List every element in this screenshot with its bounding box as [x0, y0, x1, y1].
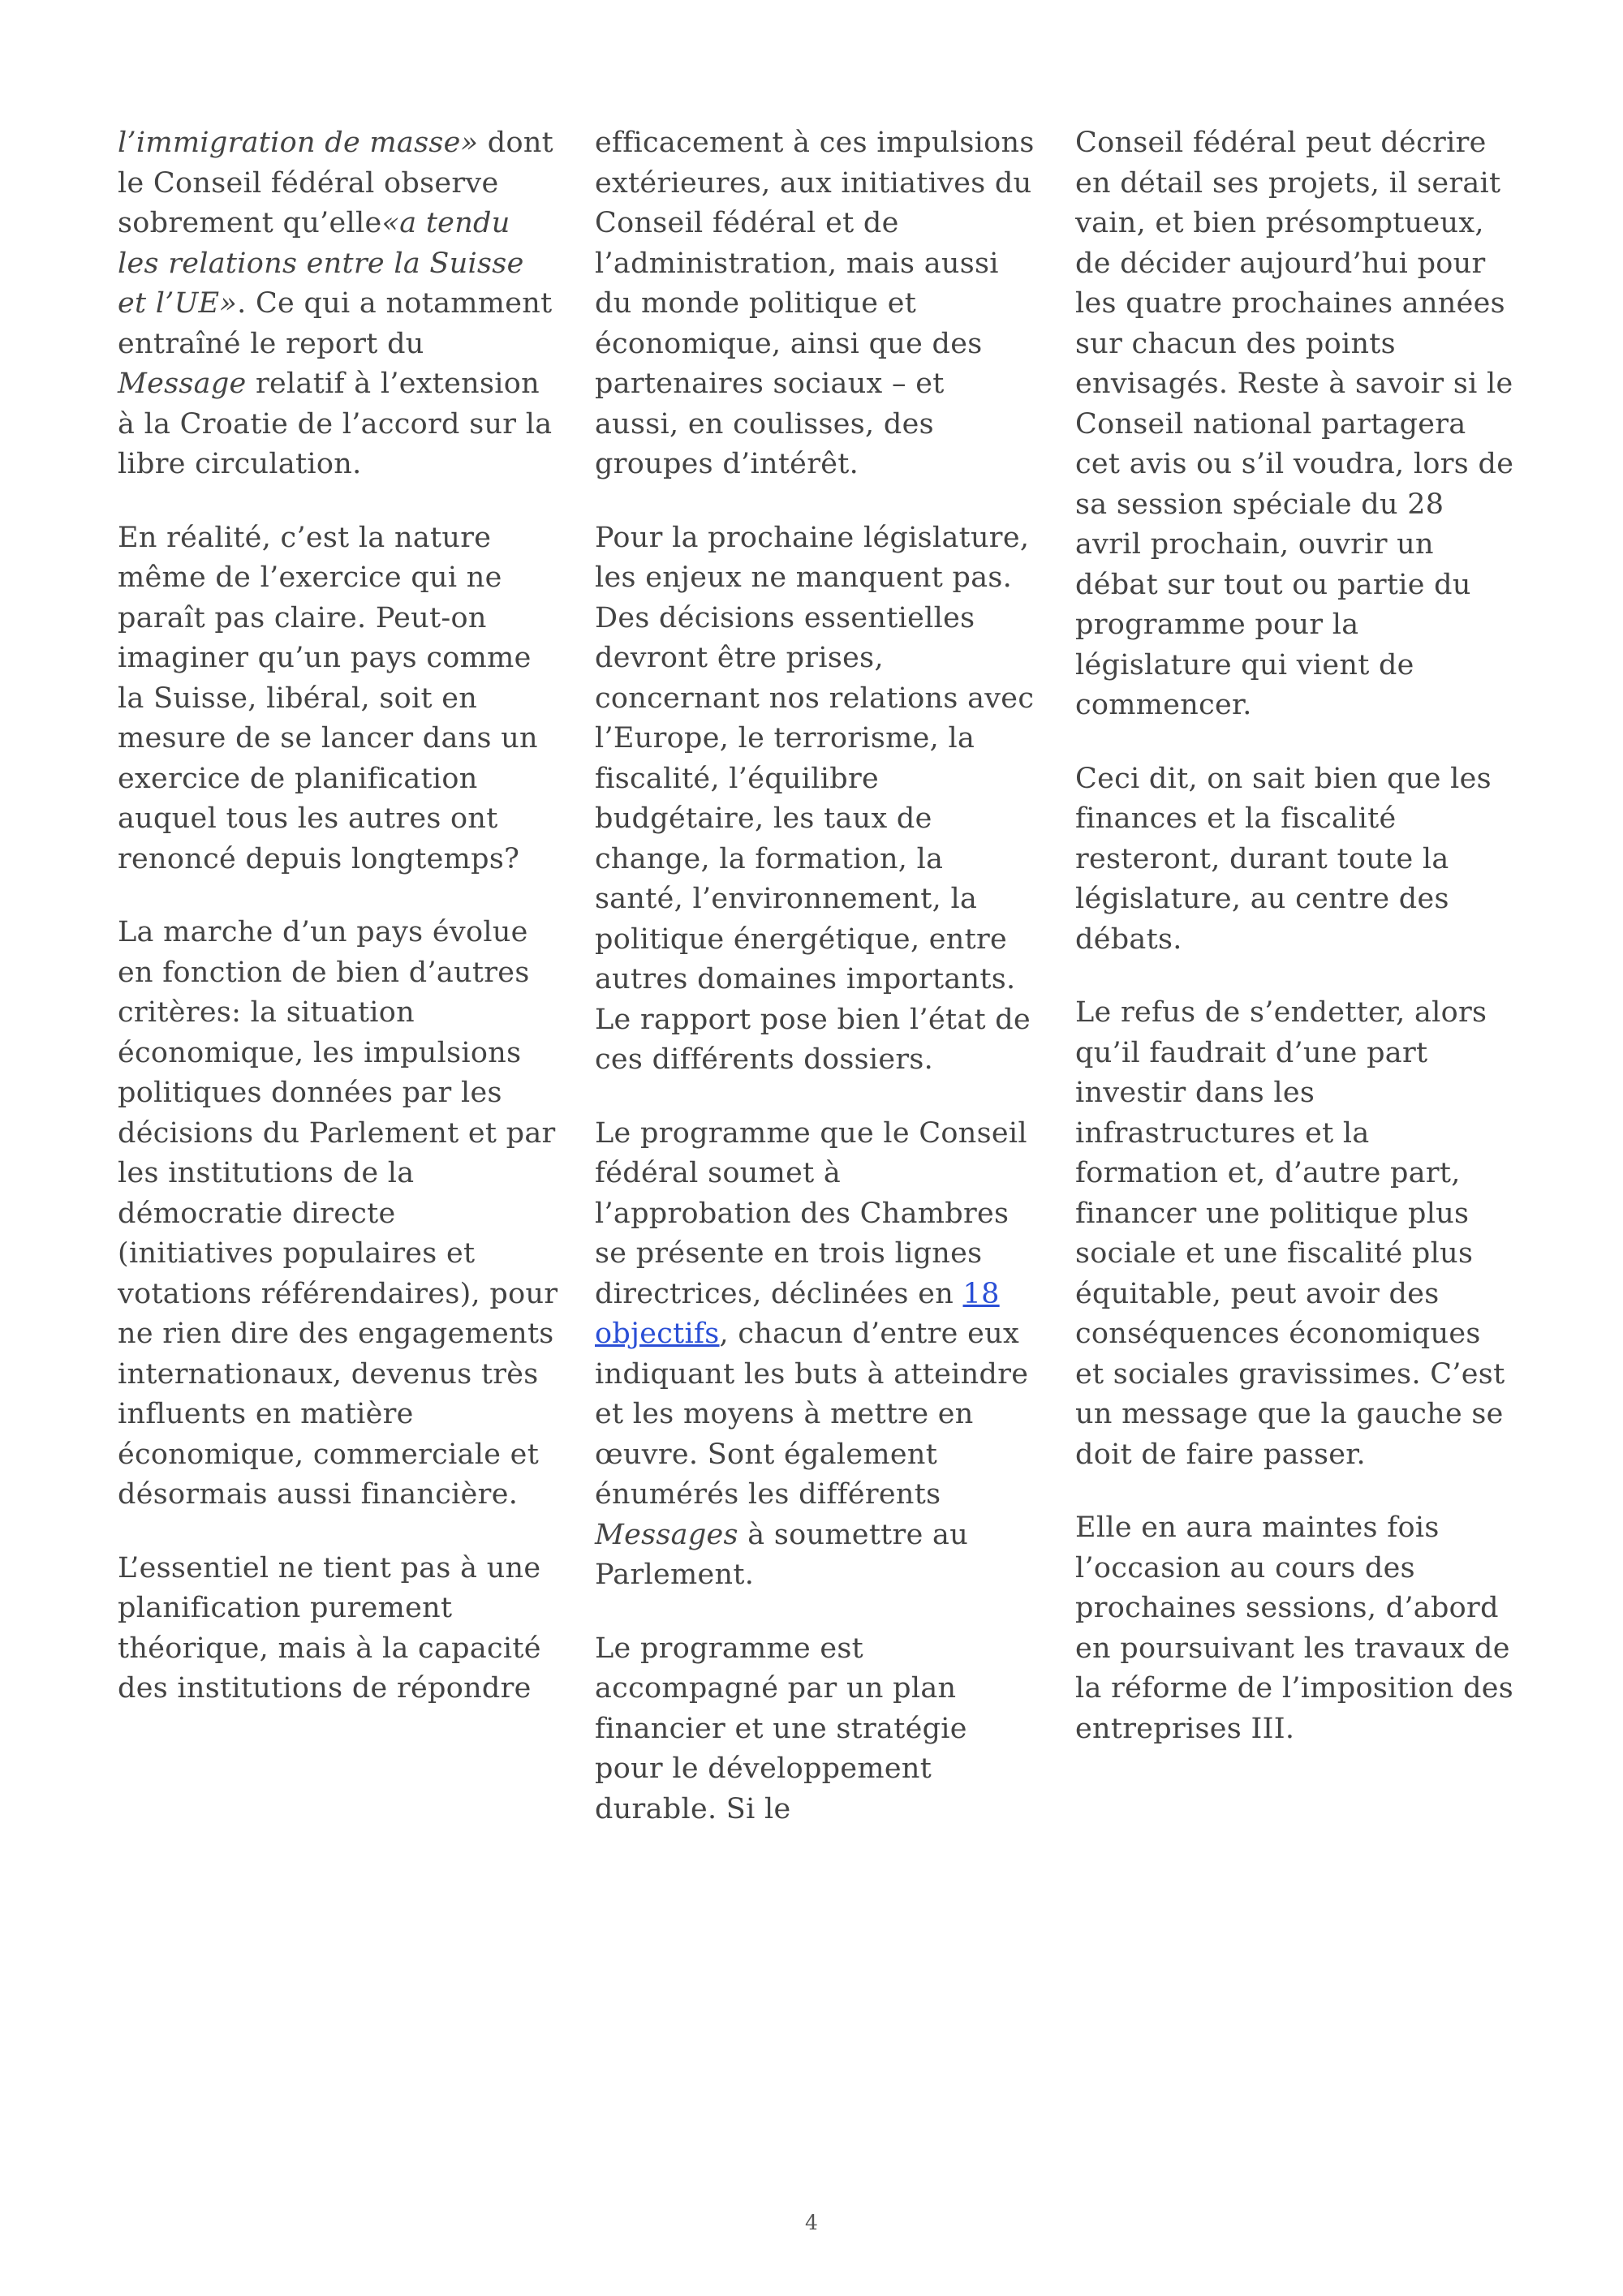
text-run: à soumettre au Parlement. [595, 1518, 969, 1591]
paragraph: Le refus de s’endetter, alors qu’il faudrait d’une part investir dans les infrastructures et la formation et, d’autre part, financer une politique plus sociale et une fiscalité plus équitable, peut avoir des conséquences économiques et sociales gravissimes. C’est un message que la gauche se doit de faire passer. [1075, 996, 1505, 1471]
quote-italic: l’immigration de masse» [118, 127, 479, 159]
paragraph: L’essentiel ne tient pas à une planification purement théorique, mais à la capacité des institutions de répondre [118, 1551, 541, 1705]
quote-italic: «a tendu les relations entre la Suisse et l’UE» [118, 207, 524, 320]
paragraph: Elle en aura maintes fois l’occasion au cours des prochaines sessions, d’abord en poursuivant les travaux de la réforme de l’imposition des entreprises III. [1075, 1511, 1514, 1745]
text-run: . Ce qui a notamment entraîné le report du [118, 287, 553, 360]
paragraph: efficacement à ces impulsions extérieures, aux initiatives du Conseil fédéral et de l’administration, mais aussi du monde politique et économique, ainsi que des partenaires sociaux – et aussi, en coulisses, des groupes d’intérêt. [595, 127, 1035, 480]
text-run: relatif à l’extension à la Croatie de l’accord sur la libre circulation. [118, 368, 553, 480]
objectives-link[interactable]: 18 objectifs [595, 1277, 1000, 1350]
text-run: , chacun d’entre eux indiquant les buts à atteindre et les moyens à mettre en œuvre. Sont également énumérés les différents [595, 1318, 1029, 1511]
text-column-3 [1075, 123, 1518, 1782]
text-run: dont le Conseil fédéral observe sobrement qu’elle [118, 127, 554, 239]
paragraph: Conseil fédéral peut décrire en détail ses projets, il serait vain, et bien présomptueux, de décider aujourd’hui pour les quatre prochaines années sur chacun des points envisagés. Reste à savoir si le Conseil national partagera cet avis ou s’il voudra, lors de sa session spéciale du 28 avril prochain, ouvrir un débat sur tout ou partie du programme pour la législature qui vient de commencer. [1075, 127, 1514, 721]
title-italic: Messages [595, 1518, 738, 1551]
text-column-2 [595, 123, 1037, 1863]
paragraph: La marche d’un pays évolue en fonction de bien d’autres critères: la situation économique, les impulsions politiques données par les décisions du Parlement et par les institutions de la démocratie directe (initiatives populaires et votations référendaires), pour ne rien dire des engagements internationaux, devenus très influents en matière économique, commerciale et désormais aussi financière. [118, 916, 558, 1511]
paragraph: Pour la prochaine législature, les enjeux ne manquent pas. Des décisions essentielles devront être prises, concernant nos relations avec l’Europe, le terrorisme, la fiscalité, l’équilibre budgétaire, les taux de change, la formation, la santé, l’environnement, la politique énergétique, entre autres domaines importants. Le rapport pose bien l’état de ces différents dossiers. [595, 521, 1035, 1076]
paragraph: Le programme est accompagné par un plan financier et une stratégie pour le développement durable. Si le [595, 1632, 967, 1825]
paragraph [595, 1114, 1037, 1596]
page-number: 4 [805, 2211, 818, 2234]
title-italic: Message [118, 368, 247, 400]
text-run: Le programme que le Conseil fédéral soumet à l’approbation des Chambres se présente en trois lignes directrices, déclinées en [595, 1116, 1027, 1310]
paragraph: En réalité, c’est la nature même de l’exercice qui ne paraît pas claire. Peut-on imaginer qu’un pays comme la Suisse, libéral, soit en mesure de se lancer dans un exercice de planification auquel tous les autres ont renoncé depuis longtemps? [118, 521, 538, 875]
text-column-1 [118, 123, 560, 1743]
paragraph: Ceci dit, on sait bien que les finances et la fiscalité resteront, durant toute la législature, au centre des débats. [1075, 762, 1492, 956]
paragraph [118, 123, 560, 485]
